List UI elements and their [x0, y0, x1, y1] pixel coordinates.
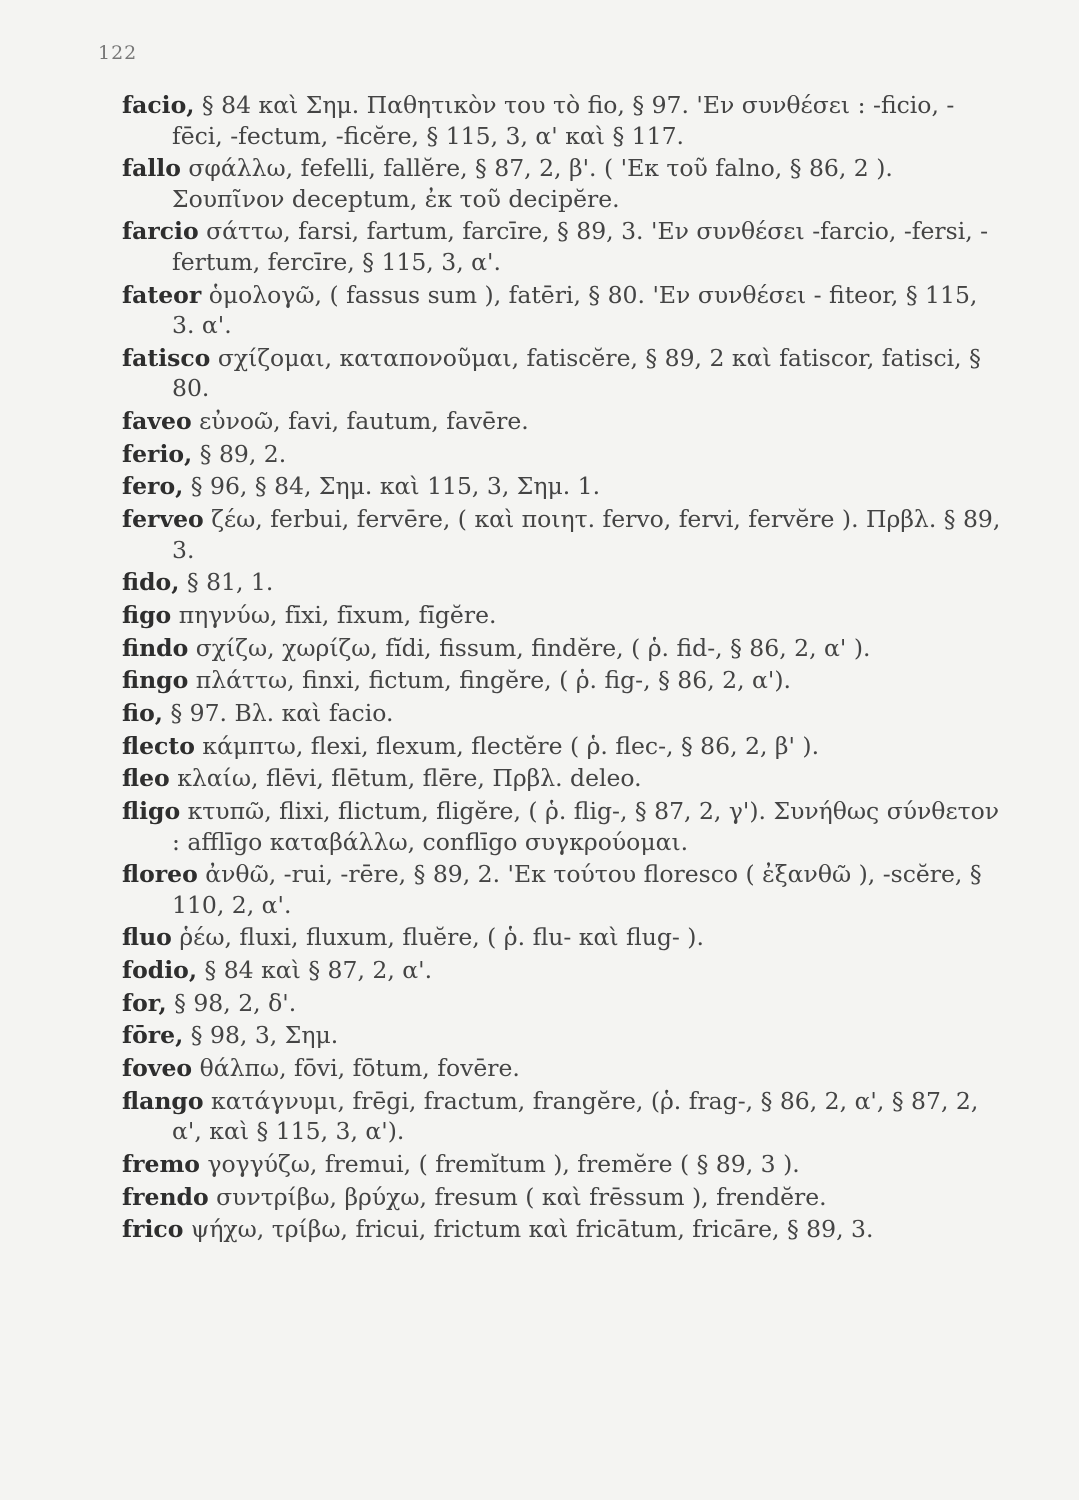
dictionary-entry [122, 955, 1002, 986]
entry-text: σχίζω, χωρίζω, fĭdi, fissum, findĕre, ( ῥ. fid-, § 86, 2, α' ). [195, 633, 871, 662]
entry-text: § 84 καὶ § 87, 2, α'. [204, 956, 433, 985]
dictionary-entry [122, 504, 1002, 565]
entry-headword: fateor [122, 280, 202, 309]
entry-text: πηγνύω, fīxi, fīxum, fīgĕre. [178, 600, 497, 629]
entry-headword: fodio, [122, 956, 197, 985]
entry-headword: ferveo [122, 505, 204, 533]
entry-headword: figo [122, 600, 172, 629]
entry-headword: fido, [122, 568, 180, 597]
entry-headword: fallo [122, 154, 181, 183]
dictionary-entry [122, 922, 1002, 953]
entry-text: § 98, 2, δ'. [174, 988, 297, 1017]
entry-text: κατάγνυμι, frēgi, fractum, frangĕre, (ῥ. frag-, § 86, 2, α', § 87, 2, α', καὶ § 115, 3, α'). [172, 1086, 979, 1146]
entry-headword: fligo [122, 797, 181, 825]
entry-headword: foveo [122, 1054, 193, 1083]
dictionary-entry [122, 439, 1002, 470]
entry-text: § 81, 1. [186, 568, 274, 597]
dictionary-entry [122, 1182, 1002, 1213]
entry-text: κλαίω, flēvi, flētum, flēre, Πρβλ. deleo. [177, 764, 642, 793]
entry-headword: fluo [122, 923, 172, 952]
dictionary-entry [122, 1149, 1002, 1180]
dictionary-entry [122, 216, 1002, 277]
entry-headword: facio, [122, 91, 195, 119]
entry-text: σάττω, farsi, fartum, farcīre, § 89, 3. 'Εν συνθέσει -farcio, -fersi, -fertum, fercīre, § 115, 3, α'. [172, 217, 989, 276]
entry-headword: fleo [122, 764, 170, 793]
entry-text: γογγύζω, fremui, ( fremĭtum ), fremĕre ( § 89, 3 ). [207, 1150, 800, 1178]
entry-text: § 98, 3, Σημ. [190, 1021, 339, 1050]
entry-headword: for, [122, 988, 167, 1017]
entry-text: ψήχω, τρίβω, fricui, frictum καὶ fricātum, fricāre, § 89, 3. [190, 1215, 874, 1244]
entry-text: ῥέω, fluxi, fluxum, fluĕre, ( ῥ. flu- καὶ flug- ). [179, 923, 704, 952]
dictionary-entry [122, 1214, 1002, 1245]
dictionary-entry [122, 731, 1002, 762]
entry-text: ζέω, ferbui, fervēre, ( καὶ ποιητ. fervo, fervi, fervĕre ). Πρβλ. § 89, 3. [172, 505, 1001, 564]
dictionary-entry [122, 406, 1002, 437]
entry-text: κάμπτω, flexi, flexum, flectĕre ( ῥ. flec-, § 86, 2, β' ). [202, 731, 820, 760]
dictionary-entry [122, 859, 1002, 920]
entry-text: § 84 καὶ Σημ. Παθητικὸν του τὸ fio, § 97. 'Εν συνθέσει : -ficio, -fēci, -fectum, -ficĕre, § 115, 3, α' καὶ § 117. [172, 91, 955, 150]
dictionary-entry [122, 153, 1002, 214]
entry-headword: fio, [122, 698, 163, 727]
page-number: 122 [98, 42, 138, 64]
dictionary-entry [122, 343, 1002, 404]
dictionary-entry [122, 1053, 1002, 1084]
entry-text: § 96, § 84, Σημ. καὶ 115, 3, Σημ. 1. [190, 472, 601, 501]
entry-headword: fero, [122, 472, 184, 501]
entry-text: § 97. Βλ. καὶ facio. [170, 698, 394, 727]
entry-headword: frico [122, 1215, 184, 1244]
dictionary-entry [122, 796, 1002, 857]
entry-text: § 89, 2. [199, 439, 287, 468]
dictionary-entry [122, 633, 1002, 664]
entry-text: θάλπω, fōvi, fōtum, fovēre. [199, 1054, 520, 1083]
entry-headword: flango [122, 1086, 204, 1115]
dictionary-entry [122, 471, 1002, 502]
entry-headword: ferio, [122, 439, 193, 468]
dictionary-entry [122, 665, 1002, 696]
entry-headword: fingo [122, 666, 189, 695]
entry-text: σφάλλω, fefelli, fallĕre, § 87, 2, β'. ( 'Εκ τοῦ falno, § 86, 2 ). Σουπῖνον deceptum, ἐκ τοῦ decipĕre. [172, 154, 893, 213]
entry-headword: frendo [122, 1182, 209, 1211]
dictionary-entry [122, 988, 1002, 1019]
entry-text: σχίζομαι, καταπονοῦμαι, fatiscĕre, § 89, 2 καὶ fatiscor, fatisci, § 80. [172, 343, 981, 403]
entry-text: πλάττω, finxi, fictum, fingĕre, ( ῥ. fig-, § 86, 2, α'). [195, 666, 791, 695]
dictionary-entry [122, 90, 1002, 151]
entry-headword: fōre, [122, 1021, 184, 1050]
entry-headword: farcio [122, 217, 199, 246]
dictionary-entry [122, 567, 1002, 598]
entry-text: κτυπῶ, flixi, flictum, fligĕre, ( ῥ. flig-, § 87, 2, γ'). Συνήθως σύνθετον : afflīgo καταβάλλω, conflīgo συγκρούομαι. [172, 797, 1000, 856]
entry-text: εὐνοῶ, favi, fautum, favēre. [199, 406, 529, 435]
dictionary-entry [122, 1020, 1002, 1051]
dictionary-entry [122, 280, 1002, 341]
entry-headword: fremo [122, 1150, 200, 1178]
dictionary-entry [122, 763, 1002, 794]
entry-text: συντρίβω, βρύχω, fresum ( καὶ frēssum ), frendĕre. [216, 1182, 827, 1211]
dictionary-entry [122, 600, 1002, 631]
entry-headword: flecto [122, 731, 195, 760]
entry-text: ὁμολογῶ, ( fassus sum ), fatēri, § 80. 'Εν συνθέσει - fiteor, § 115, 3. α'. [172, 280, 978, 340]
dictionary-entry [122, 1086, 1002, 1147]
dictionary-entries [122, 90, 1002, 1247]
entry-headword: fatisco [122, 343, 211, 372]
dictionary-entry [122, 698, 1002, 729]
entry-headword: faveo [122, 406, 192, 435]
entry-text: ἀνθῶ, -rui, -rēre, § 89, 2. 'Εκ τούτου floresco ( ἐξανθῶ ), -scĕre, § 110, 2, α'. [172, 860, 982, 919]
entry-headword: floreo [122, 860, 198, 889]
entry-headword: findo [122, 633, 189, 662]
